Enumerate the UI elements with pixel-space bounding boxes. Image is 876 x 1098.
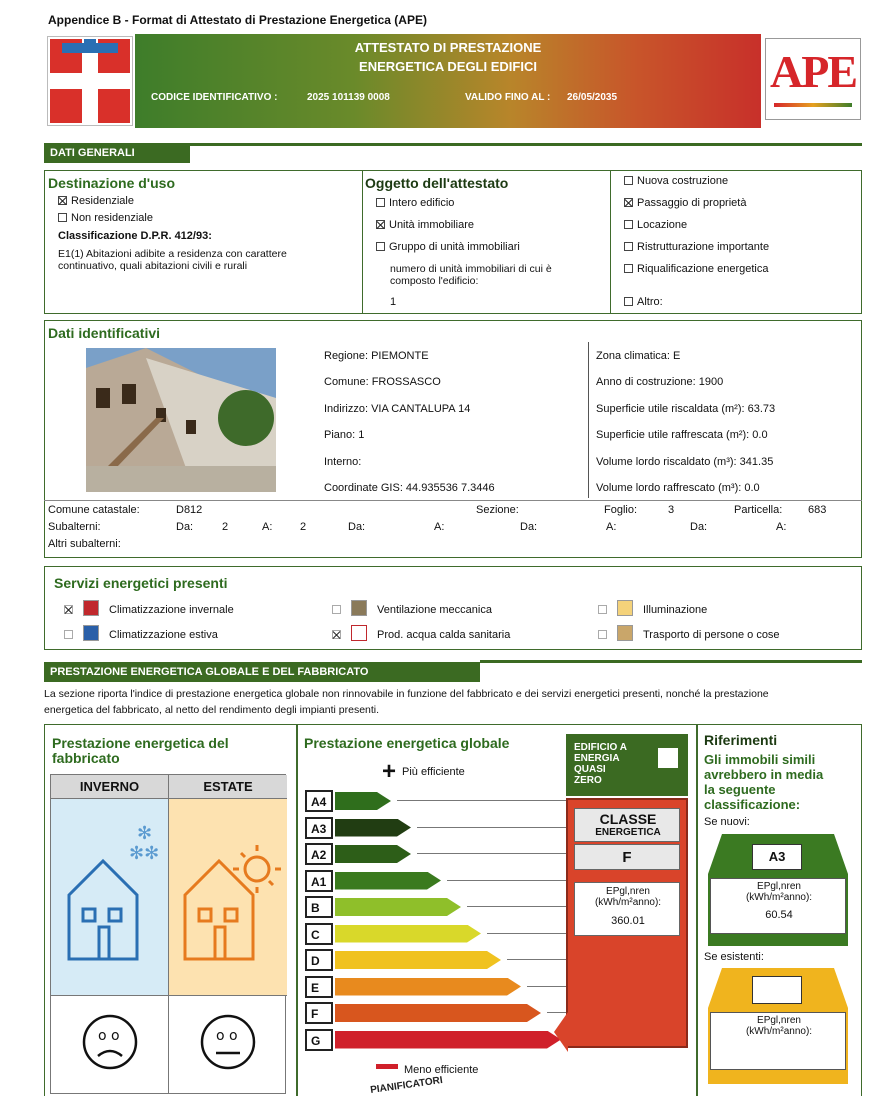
plus-icon: + [382, 758, 397, 785]
checkbox-checked-icon [624, 198, 633, 207]
classe-value: F [574, 844, 680, 870]
numero-unita-line1: numero di unità immobiliari di cui è [390, 263, 552, 275]
zona-climatica: Zona climatica: E [596, 350, 681, 362]
label: Locazione [637, 219, 688, 231]
checkbox-unita-immobiliare[interactable] [376, 219, 474, 231]
ep-label-line1: EPgl,nren [606, 886, 650, 897]
label: Trasporto di persone o cose [643, 629, 780, 641]
checkbox-icon [598, 605, 607, 614]
checkbox-intero-edificio[interactable] [376, 197, 454, 209]
coordinate-gis: Coordinate GIS: 44.935536 7.3446 [324, 482, 495, 494]
shield-icon [48, 37, 132, 125]
globale-title: Prestazione energetica globale [304, 735, 510, 751]
neutral-face-icon [169, 996, 287, 1094]
fabbricato-title-line2: fabbricato [52, 750, 120, 766]
servizio-acqua-calda[interactable] [332, 625, 510, 641]
classificazione-line1: E1(1) Abitazioni adibite a residenza con carattere [58, 248, 287, 260]
subalterni-label: Subalterni: [48, 521, 101, 533]
servizio-climatizzazione-invernale[interactable] [64, 600, 234, 616]
divider [296, 724, 298, 1096]
building-photo [86, 348, 276, 492]
hot-water-icon [351, 625, 367, 641]
riferimenti-subtitle-1: Gli immobili simili [704, 752, 816, 767]
label: Passaggio di proprietà [637, 197, 747, 209]
se-esistenti-label: Se esistenti: [704, 951, 764, 963]
riferimenti-subtitle-4: classificazione: [704, 797, 801, 812]
piano: Piano: 1 [324, 429, 365, 441]
ep-value: 360.01 [611, 915, 645, 927]
energy-class-bar [335, 951, 501, 969]
energy-class-label: E [305, 976, 333, 998]
sad-face-icon [51, 996, 169, 1094]
destinazione-title: Destinazione d'uso [48, 175, 176, 191]
stamp-text: PIANIFICATORI [369, 1074, 444, 1097]
energy-class-guide-line [417, 827, 579, 828]
nuovi-ep-line2: (kWh/m²anno): [745, 892, 813, 903]
energy-class-bar [335, 819, 411, 837]
code-value: 2025 101139 0008 [307, 92, 390, 103]
inverno-panel [51, 799, 169, 995]
esistenti-ep-line1: EPgl,nren [757, 1015, 801, 1026]
divider [588, 342, 589, 498]
indirizzo: Indirizzo: VIA CANTALUPA 14 [324, 403, 471, 415]
nzeb-line4: ZERO [574, 775, 602, 786]
energy-class-bar [335, 845, 411, 863]
classe-label-line1: CLASSE [599, 811, 657, 827]
servizio-trasporto[interactable] [598, 625, 780, 641]
sub-a-label: A: [606, 521, 617, 533]
label: Climatizzazione estiva [109, 629, 218, 641]
section-dati-generali: DATI GENERALI [44, 143, 190, 163]
energy-class-bar [335, 872, 441, 890]
foglio-value: 3 [668, 504, 675, 516]
svg-text:o o: o o [216, 1028, 238, 1044]
label: Climatizzazione invernale [109, 604, 234, 616]
cooling-icon [83, 625, 99, 641]
checkbox-icon [58, 213, 67, 222]
label: Altro: [637, 296, 663, 308]
checkbox-residenziale[interactable] [58, 195, 134, 207]
svg-text:✻✻: ✻✻ [129, 843, 160, 864]
meno-efficiente [376, 1064, 478, 1076]
heating-icon [83, 600, 99, 616]
label: Ristrutturazione importante [637, 241, 770, 253]
label: Unità immobiliare [389, 219, 474, 231]
comune-catastale-label: Comune catastale: [48, 504, 140, 516]
checkbox-icon [624, 242, 633, 251]
divider [696, 724, 698, 1096]
checkbox-riqualificazione[interactable] [624, 263, 768, 275]
nzeb-box [566, 734, 688, 796]
sub-da-label: Da: [520, 521, 538, 533]
energy-class-bar [335, 1004, 541, 1022]
header-title-line2: ENERGETICA DEGLI EDIFICI [359, 59, 537, 74]
minus-icon [376, 1064, 398, 1069]
section-line [190, 143, 862, 146]
nzeb-line2: ENERGIA [574, 753, 620, 764]
numero-unita-value: 1 [390, 296, 397, 308]
sub-da-label: Da: [176, 521, 194, 533]
ape-logo-text: APE [770, 46, 856, 97]
label: Intero edificio [389, 197, 455, 209]
energy-class-label: D [305, 949, 333, 971]
checkbox-non-residenziale[interactable] [58, 212, 153, 224]
classe-label-box [574, 808, 680, 842]
piu-efficiente [382, 758, 465, 786]
checkbox-icon [624, 220, 633, 229]
ventilation-icon [351, 600, 367, 616]
checkbox-icon [332, 605, 341, 614]
checkbox-altro[interactable] [624, 296, 663, 308]
checkbox-icon [624, 176, 633, 185]
particella-label: Particella: [734, 504, 783, 516]
checkbox-checked-icon [332, 630, 341, 639]
label: Gruppo di unità immobiliari [389, 241, 520, 253]
energy-class-guide-line [447, 880, 579, 881]
house-winter-icon [51, 799, 169, 995]
anno-costruzione: Anno di costruzione: 1900 [596, 376, 724, 388]
energy-class-label: A3 [305, 817, 333, 839]
classificazione-line2: continuativo, quali abitazioni civili e rurali [58, 260, 248, 272]
checkbox-icon [376, 198, 385, 207]
nuovi-ep-value: 60.54 [765, 909, 793, 921]
sub-a-label: A: [434, 521, 445, 533]
nuovi-ep-box [710, 878, 846, 934]
fabbricato-panel [50, 774, 286, 1094]
inverno-label: INVERNO [51, 775, 169, 799]
inverno-quality [51, 995, 169, 1093]
oggetto-title: Oggetto dell'attestato [365, 175, 509, 191]
comune-catastale-value: D812 [176, 504, 203, 516]
sub-a-value: 2 [300, 521, 307, 533]
altri-subalterni-label: Altri subalterni: [48, 538, 121, 550]
se-nuovi-label: Se nuovi: [704, 816, 750, 828]
energy-class-label: A4 [305, 790, 333, 812]
building-photo-icon [86, 348, 276, 492]
checkbox-ristrutturazione[interactable] [624, 241, 769, 253]
house-summer-icon [169, 799, 287, 995]
checkbox-passaggio[interactable] [624, 197, 746, 209]
energy-class-label: A1 [305, 870, 333, 892]
divider [362, 170, 363, 314]
servizio-ventilazione[interactable] [332, 600, 492, 616]
label: Meno efficiente [404, 1064, 479, 1076]
label: Nuova costruzione [637, 175, 729, 187]
checkbox-checked-icon [58, 196, 67, 205]
servizi-title: Servizi energetici presenti [54, 575, 228, 591]
valid-label: VALIDO FINO AL : [465, 92, 551, 103]
code-label: CODICE IDENTIFICATIVO : [151, 92, 278, 103]
energy-class-label: C [305, 923, 333, 945]
ep-box [574, 882, 680, 936]
prestazione-intro-line1: La sezione riporta l'indice di prestazione energetica globale non rinnovabile in funzione del fabbricato e dei servizi energetici presenti, nonché la prestazione [44, 688, 769, 700]
estate-panel [169, 799, 287, 995]
checkbox-icon [624, 297, 633, 306]
label: Prod. acqua calda sanitaria [377, 629, 511, 641]
esistenti-ep-box [710, 1012, 846, 1070]
interno: Interno: [324, 456, 362, 468]
sub-a-label: A: [776, 521, 787, 533]
label: Ventilazione meccanica [377, 604, 492, 616]
classe-panel [566, 798, 688, 1048]
checkbox-checked-icon [64, 605, 73, 614]
nuovi-class: A3 [752, 844, 802, 870]
lightbulb-icon [617, 600, 633, 616]
checkbox-gruppo[interactable] [376, 241, 520, 253]
numero-unita-line2: composto l'edificio: [390, 275, 479, 287]
servizio-illuminazione[interactable] [598, 600, 707, 616]
elevator-icon [617, 625, 633, 641]
riferimenti-subtitle-3: la seguente [704, 782, 776, 797]
superficie-raffrescata: Superficie utile raffrescata (m²): 0.0 [596, 429, 768, 441]
label: Riqualificazione energetica [637, 263, 769, 275]
fabbricato-title-line1: Prestazione energetica del [52, 735, 229, 751]
foglio-label: Foglio: [604, 504, 638, 516]
classificazione-label: Classificazione D.P.R. 412/93: [58, 230, 212, 242]
dati-identificativi-title: Dati identificativi [48, 325, 161, 341]
appendix-title: Appendice B - Format di Attestato di Prestazione Energetica (APE) [48, 13, 427, 27]
energy-class-label: G [305, 1029, 333, 1051]
svg-text:o o: o o [98, 1028, 120, 1044]
estate-quality [169, 995, 287, 1093]
energy-class-bar [335, 1031, 561, 1049]
ep-label-line2: (kWh/m²anno): [594, 897, 662, 908]
nzeb-line1: EDIFICIO A [574, 742, 627, 753]
esistenti-class [752, 976, 802, 1004]
sezione-label: Sezione: [476, 504, 519, 516]
nuovi-ep-line1: EPgl,nren [757, 881, 801, 892]
checkbox-nuova-costruzione[interactable] [624, 175, 728, 187]
esistenti-ep-line2: (kWh/m²anno): [745, 1026, 813, 1037]
valid-value: 26/05/2035 [567, 92, 618, 103]
nzeb-checkbox[interactable] [658, 748, 678, 768]
section-line [480, 660, 862, 663]
energy-class-bar [335, 925, 481, 943]
superficie-riscaldata: Superficie utile riscaldata (m²): 63.73 [596, 403, 776, 415]
checkbox-icon [376, 242, 385, 251]
svg-text:✻: ✻ [137, 823, 153, 844]
label: Residenziale [71, 195, 134, 207]
sub-da-label: Da: [690, 521, 708, 533]
volume-riscaldato: Volume lordo riscaldato (m³): 341.35 [596, 456, 774, 468]
divider [44, 500, 862, 501]
regione: Regione: PIEMONTE [324, 350, 429, 362]
energy-class-label: A2 [305, 843, 333, 865]
label: Illuminazione [643, 604, 708, 616]
ape-logo-stripe [774, 103, 852, 107]
volume-raffrescato: Volume lordo raffrescato (m³): 0.0 [596, 482, 760, 494]
label: Non residenziale [71, 212, 153, 224]
energy-class-label: F [305, 1002, 333, 1024]
comune: Comune: FROSSASCO [324, 376, 441, 388]
header-banner [135, 34, 761, 128]
checkbox-icon [64, 630, 73, 639]
sub-da-value: 2 [222, 521, 229, 533]
checkbox-checked-icon [376, 220, 385, 229]
servizio-climatizzazione-estiva[interactable] [64, 625, 218, 641]
energy-class-bar [335, 898, 461, 916]
checkbox-icon [624, 264, 633, 273]
section-prestazione: PRESTAZIONE ENERGETICA GLOBALE E DEL FABBRICATO [44, 662, 480, 682]
checkbox-locazione[interactable] [624, 219, 687, 231]
header-title-line1: ATTESTATO DI PRESTAZIONE [354, 40, 542, 55]
classe-label-line2: ENERGETICA [595, 827, 661, 838]
energy-class-guide-line [397, 800, 579, 801]
energy-class-bar [335, 978, 521, 996]
estate-label: ESTATE [169, 775, 287, 799]
divider [610, 170, 611, 314]
sub-da-label: Da: [348, 521, 366, 533]
particella-value: 683 [808, 504, 827, 516]
nzeb-line3: QUASI [574, 764, 606, 775]
riferimenti-subtitle-2: avrebbero in media [704, 767, 824, 782]
checkbox-icon [598, 630, 607, 639]
sub-a-label: A: [262, 521, 273, 533]
ape-logo [765, 38, 861, 120]
energy-class-guide-line [467, 906, 579, 907]
prestazione-intro-line2: energetica del fabbricato, al netto del rendimento degli impianti presenti. [44, 704, 380, 716]
label: Più efficiente [402, 766, 465, 778]
riferimenti-title: Riferimenti [704, 732, 778, 748]
energy-class-guide-line [417, 853, 579, 854]
energy-class-label: B [305, 896, 333, 918]
region-emblem [47, 36, 133, 126]
